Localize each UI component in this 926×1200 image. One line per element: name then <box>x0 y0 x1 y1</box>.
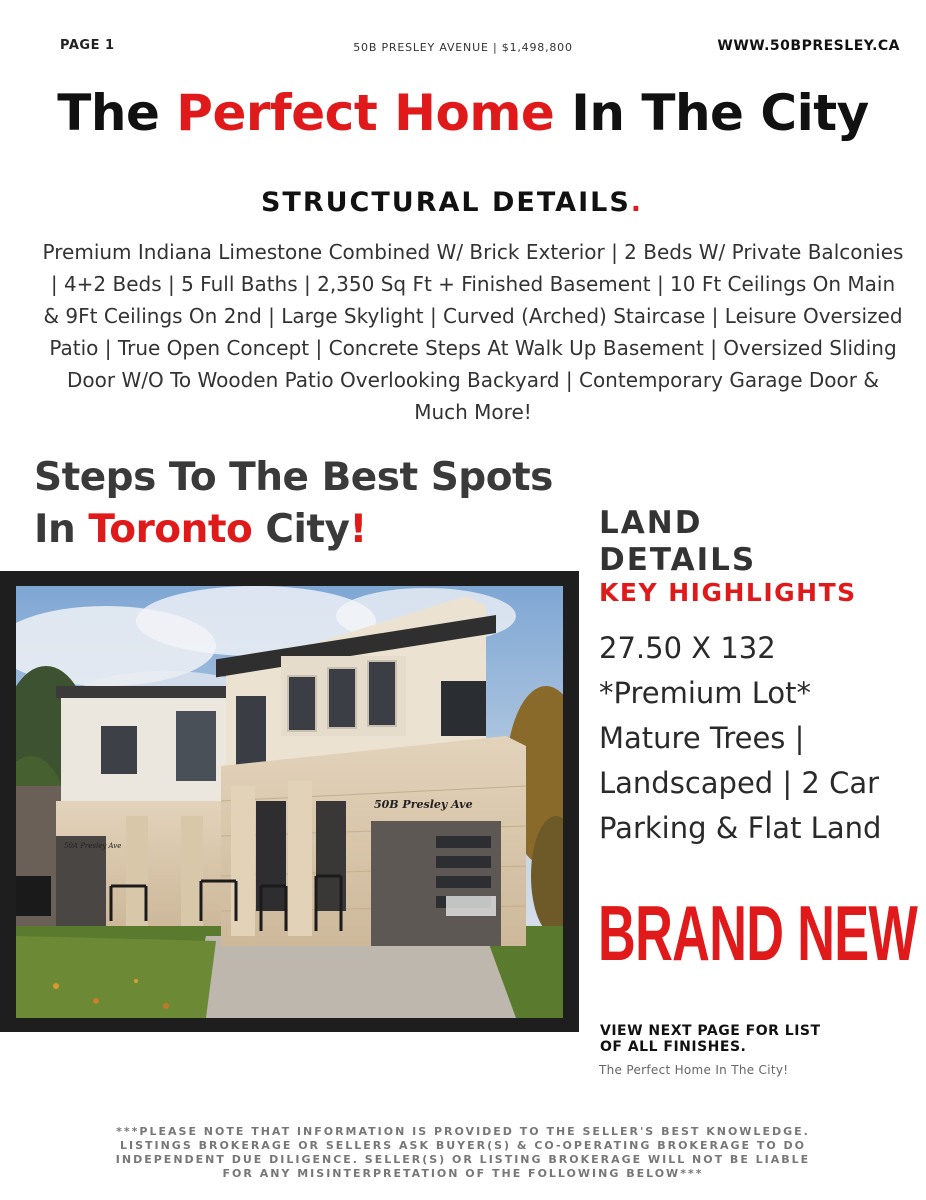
land-details-heading <box>599 505 756 579</box>
location-exclamation: ! <box>349 507 367 552</box>
structural-details-heading <box>0 187 904 218</box>
location-mid: City <box>252 507 350 552</box>
view-next-line1: VIEW NEXT PAGE FOR LIST <box>600 1023 821 1039</box>
disclaimer-line: ***PLEASE NOTE THAT INFORMATION IS PROVIDED TO THE SELLER'S BEST KNOWLEDGE. <box>116 1125 810 1138</box>
neighbour-address-sign: 50A Presley Ave <box>64 842 122 850</box>
house-photo <box>16 586 563 1018</box>
structural-heading-dot: . <box>630 187 644 218</box>
location-city-highlight: Toronto <box>88 507 253 552</box>
house-address-sign: 50B Presley Ave <box>374 798 473 811</box>
view-next-page-note <box>600 1023 821 1055</box>
title-highlight: Perfect Home <box>176 84 555 142</box>
land-details-list <box>599 626 899 851</box>
disclaimer-line: LISTINGS BROKERAGE OR SELLERS ASK BUYER(S) & CO-OPERATING BROKERAGE TO DO <box>119 1139 806 1152</box>
location-heading-line1: Steps To The Best Spots <box>34 455 553 500</box>
location-heading <box>34 452 553 556</box>
title-part1: The <box>57 84 177 142</box>
location-prefix: In <box>34 507 89 552</box>
structural-heading-text: STRUCTURAL DETAILS <box>260 187 631 218</box>
disclaimer <box>0 1125 926 1181</box>
land-heading-line1: LAND <box>599 505 703 541</box>
land-detail-line: Landscaped | 2 Car <box>599 766 880 800</box>
key-highlights-heading: KEY HIGHLIGHTS <box>599 578 857 607</box>
land-detail-line: *Premium Lot* <box>599 676 812 710</box>
page-title <box>0 84 926 142</box>
disclaimer-line: FOR ANY MISINTERPRETATION OF THE FOLLOWING BELOW*** <box>222 1167 704 1180</box>
land-detail-line: 27.50 X 132 <box>599 631 776 665</box>
tagline: The Perfect Home In The City! <box>599 1063 789 1077</box>
disclaimer-line: INDEPENDENT DUE DILIGENCE. SELLER(S) OR LISTING BROKERAGE WILL NOT BE LIABLE <box>115 1153 811 1166</box>
website-link[interactable]: WWW.50BPRESLEY.CA <box>717 38 900 54</box>
location-heading-line2 <box>34 504 553 556</box>
brand-new-banner: BRAND NEW <box>598 889 918 977</box>
title-part2: In The City <box>554 84 869 142</box>
listing-address-price: 50B PRESLEY AVENUE | $1,498,800 <box>353 41 573 54</box>
structural-details-body: Premium Indiana Limestone Combined W/ Brick Exterior | 2 Beds W/ Private Balconies | 4+2 Beds | 5 Full Baths | 2,350 Sq Ft + Finished Basement | 10 Ft Ceilings On Main & 9Ft Ceilings On 2nd | Large Skylight | Curved (Arched) Staircase | Leisure Oversized Patio | True Open Concept | Concrete Steps At Walk Up Basement | Oversized Sliding Door W/O To Wooden Patio Overlooking Backyard | Contemporary Garage Door & Much More! <box>42 240 904 424</box>
view-next-line2: OF ALL FINISHES. <box>600 1039 747 1055</box>
land-heading-line2: DETAILS <box>599 542 757 578</box>
page-number: PAGE 1 <box>60 38 115 53</box>
land-detail-line: Parking & Flat Land <box>599 811 882 845</box>
land-detail-line: Mature Trees | <box>599 721 805 755</box>
